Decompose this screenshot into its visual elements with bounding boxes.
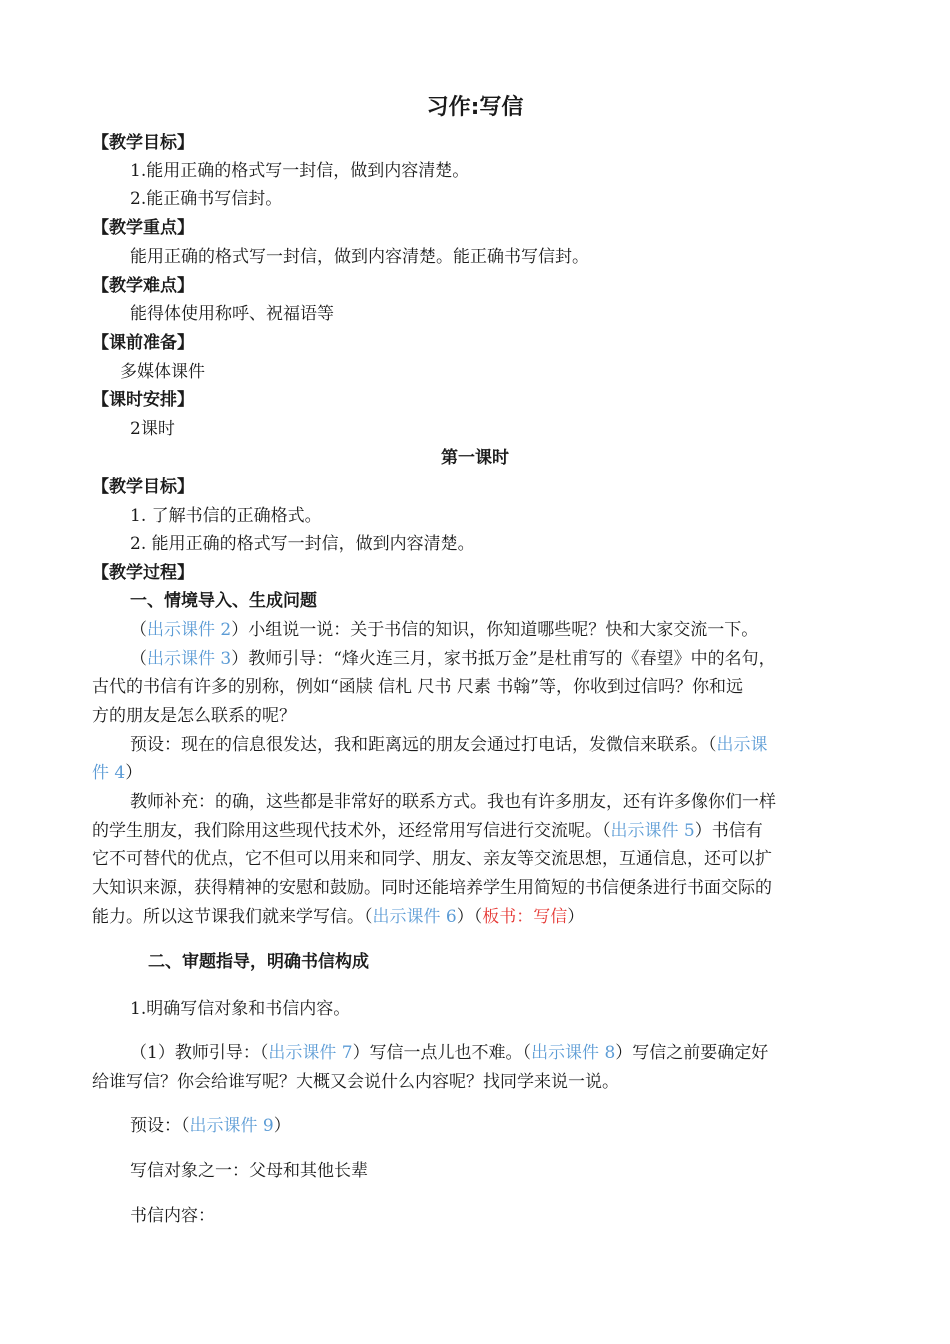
- section-heading-process: 【教学过程】: [92, 563, 194, 583]
- goal-item-1: 1.能用正确的格式写一封信，做到内容清楚。: [130, 161, 470, 181]
- courseware-ref: 出示课件 6: [372, 907, 457, 927]
- section-heading-goals: 【教学目标】: [92, 133, 194, 153]
- courseware-ref: 出示课件 9: [189, 1116, 274, 1136]
- difficulties-text: 能得体使用称呼、祝福语等: [130, 304, 334, 324]
- section-heading-key-points: 【教学重点】: [92, 218, 194, 238]
- schedule-text: 2课时: [130, 419, 175, 439]
- paragraph-2-line-3: 方的朋友是怎么联系的呢？: [92, 706, 296, 726]
- paragraph-4-line-1: 教师补充：的确，这些都是非常好的联系方式。我也有许多朋友，还有许多像你们一样: [130, 792, 776, 812]
- paragraph-3-line-1: 预设：现在的信息很发达，我和距离远的朋友会通过打电话，发微信来联系。（出示课: [130, 735, 768, 755]
- instruction-2-line-2: 给谁写信？你会给谁写呢？大概又会说什么内容呢？找同学来说一说。: [92, 1072, 619, 1092]
- goal-item-2: 2.能正确书写信封。: [130, 189, 283, 209]
- part-2-heading: 二、审题指导，明确书信构成: [148, 952, 369, 972]
- preparation-text: 多媒体课件: [120, 362, 205, 382]
- paragraph-4-line-4: 大知识来源，获得精神的安慰和鼓励。同时还能培养学生用简短的书信便条进行书面交际的: [92, 878, 772, 898]
- preset-line: 预设：（出示课件 9）: [130, 1116, 291, 1136]
- lesson-goal-item-1: 1. 了解书信的正确格式。: [130, 506, 322, 526]
- paragraph-2-line-1: （出示课件 3）教师引导：“烽火连三月，家书抵万金”是杜甫写的《春望》中的名句，: [130, 649, 776, 669]
- page-title: 习作:写信: [426, 95, 524, 120]
- part-1-heading: 一、情境导入、生成问题: [130, 591, 317, 611]
- section-heading-preparation: 【课前准备】: [92, 333, 194, 353]
- lesson-goal-item-2: 2. 能用正确的格式写一封信，做到内容清楚。: [130, 534, 475, 554]
- courseware-ref: 出示课件 2: [147, 620, 232, 640]
- letter-content-line: 书信内容：: [130, 1206, 215, 1226]
- instruction-2-line-1: （1）教师引导：（出示课件 7）写信一点儿也不难。（出示课件 8）写信之前要确定好: [130, 1043, 769, 1063]
- section-heading-schedule: 【课时安排】: [92, 390, 194, 410]
- key-points-text: 能用正确的格式写一封信，做到内容清楚。能正确书写信封。: [130, 247, 589, 267]
- paragraph-1: （出示课件 2）小组说一说：关于书信的知识，你知道哪些呢？快和大家交流一下。: [130, 620, 759, 640]
- paragraph-4-line-5: 能力。所以这节课我们就来学写信。（出示课件 6）（板书：写信）: [92, 907, 585, 927]
- courseware-ref: 出示课件 5: [610, 821, 695, 841]
- paragraph-2-line-2: 古代的书信有许多的别称，例如“函牍 信札 尺书 尺素 书翰”等，你收到过信吗？你和远: [92, 677, 743, 697]
- section-heading-lesson-goals: 【教学目标】: [92, 477, 194, 497]
- paragraph-4-line-3: 它不可替代的优点，它不但可以用来和同学、朋友、亲友等交流思想，互通信息，还可以扩: [92, 849, 772, 869]
- courseware-ref: 出示课件 8: [531, 1043, 616, 1063]
- courseware-ref: 件 4: [92, 763, 126, 783]
- instruction-1: 1.明确写信对象和书信内容。: [130, 999, 351, 1019]
- courseware-ref: 出示课件 7: [268, 1043, 353, 1063]
- paragraph-3-line-2: 件 4）: [92, 763, 143, 783]
- courseware-ref: 出示课件 3: [147, 649, 232, 669]
- blackboard-note: 板书：写信: [482, 907, 568, 927]
- letter-recipient-line: 写信对象之一：父母和其他长辈: [130, 1161, 368, 1181]
- courseware-ref: 出示课: [716, 735, 768, 755]
- lesson-title: 第一课时: [441, 448, 509, 468]
- paragraph-4-line-2: 的学生朋友，我们除用这些现代技术外，还经常用写信进行交流呢。（出示课件 5）书信有: [92, 821, 763, 841]
- section-heading-difficulties: 【教学难点】: [92, 276, 194, 296]
